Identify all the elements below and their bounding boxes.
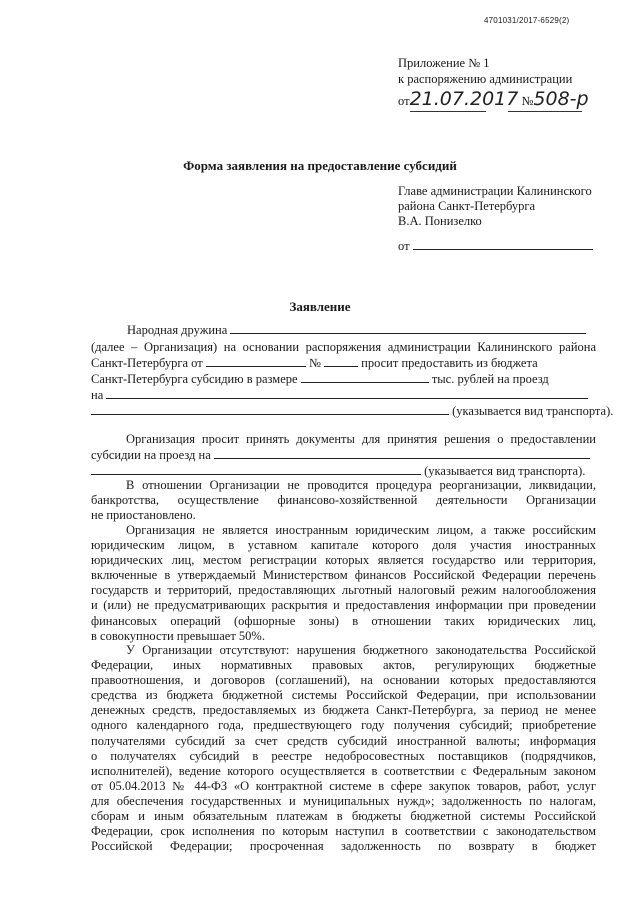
p1-amount-label: Санкт-Петербурга субсидию в размере	[91, 372, 298, 387]
p5-row: получателями субсидий за счет средств субсидий иностранной валюты; информация	[91, 733, 596, 748]
date-prefix: от	[398, 94, 410, 108]
p5-row: для обеспечения государственных и муниципальных нужд»; задолженность по налогам,	[91, 793, 596, 808]
p5-row: Федерации, срок исполнения по которым наступил в соответствии с законодательством	[91, 824, 596, 839]
addressee-line-2: района Санкт-Петербурга	[398, 199, 536, 213]
p1-travel-label: тыс. рублей на проезд	[431, 372, 549, 387]
paragraph-2	[91, 432, 596, 479]
p5-row: Федерации, иных нормативных правовых актов, регулирующих бюджетные	[91, 658, 596, 673]
transport-field-1b[interactable]	[91, 403, 449, 415]
p5-row: правоотношения, и договоров (соглашений), на основании которых предоставляются	[91, 673, 596, 688]
p4-row: включенные в утверждаемый Министерством финансов Российской Федерации перечень	[91, 568, 596, 583]
addressee-line-3: В.А. Понизелко	[398, 214, 482, 228]
druzhina-name-field[interactable]	[230, 322, 586, 334]
handwritten-number: 508-р	[533, 88, 589, 110]
transport-field-2a[interactable]	[214, 447, 590, 459]
p5-row: от 05.04.2013 № 44-ФЗ «О контрактной системе в сфере закупок товаров, работ, услуг	[91, 778, 596, 793]
from-field[interactable]	[398, 238, 593, 254]
p1-row-1	[127, 322, 586, 338]
p4-row: в совокупности превышает 50%.	[91, 628, 265, 643]
annex-line-1: Приложение № 1	[398, 56, 490, 70]
statement-heading: Заявление	[289, 299, 351, 314]
subsidy-amount-field[interactable]	[301, 371, 429, 383]
p5-row: средства из бюджета бюджетной системы Российской Федерации, при использовании	[91, 688, 596, 703]
number-underline	[508, 111, 582, 112]
p1-on-label: на	[91, 388, 104, 403]
p5-row: сборам и иным обязательным платежам в бюджеты бюджетной системы Российской	[91, 809, 596, 824]
p3-row: не приостановлено.	[91, 508, 196, 523]
p2-row-1: Организация просит принять документы для принятия решения о предоставлении	[126, 432, 596, 446]
p4-row: Организация не является иностранным юридическим лицом, а также российским	[126, 523, 596, 537]
p2-row-3	[91, 463, 596, 479]
p1-request-text: просит предоставить из бюджета	[361, 356, 538, 371]
paragraph-4	[91, 523, 596, 644]
from-input-line[interactable]	[413, 238, 593, 250]
addressee-line-1: Главе администрации Калининского	[398, 184, 592, 198]
form-title: Форма заявления на предоставление субсидий	[183, 158, 457, 173]
p3-row: В отношении Организации не проводится процедура реорганизации, ликвидации,	[126, 478, 596, 492]
p1-number-label: №	[308, 356, 321, 371]
p2-row-2	[91, 447, 596, 463]
p1-transport-hint: (указывается вид транспорта).	[452, 404, 614, 419]
p1-row-6	[91, 403, 614, 419]
paragraph-1	[91, 340, 614, 419]
p5-row: о получателях субсидий в реестре недобросовестных поставщиков (подрядчиков,	[91, 748, 596, 763]
date-underline	[410, 111, 486, 112]
number-prefix: №	[521, 94, 534, 108]
annex-line-2: к распоряжению администрации	[398, 72, 573, 86]
paragraph-5	[91, 643, 596, 854]
p4-row: юридических лиц, местом регистрации которых является государство или территория,	[91, 553, 596, 568]
p3-row: банкротства, осуществление финансово-хозяйственной деятельности Организации	[91, 493, 596, 508]
p1-row-2: (далее – Организация) на основании распоряжения администрации Калининского района	[91, 340, 596, 354]
p4-row: юридическим лицом, в уставном капитале которого доля участия иностранных	[91, 538, 596, 553]
p5-row: У Организации отсутствуют: нарушения бюджетного законодательства Российской	[126, 643, 596, 657]
p5-row: исполнителей), ведение которого осуществляется в соответствии с Федеральным законом	[91, 763, 596, 778]
handwritten-date: 21.07.2017	[409, 88, 519, 110]
paragraph-3	[91, 478, 596, 523]
p1-row-5	[91, 387, 596, 403]
document-code: 4701031/2017-6529(2)	[484, 16, 570, 25]
order-number-field[interactable]	[324, 355, 358, 367]
p4-row: и (или) не предусматривающих раскрытия и предоставления информации при проведении	[91, 598, 596, 613]
order-date-field[interactable]	[206, 355, 306, 367]
druzhina-label: Народная дружина	[127, 323, 228, 337]
p1-row-4	[91, 371, 596, 387]
p5-row: одного календарного года, предшествующего году получения субсидий; приобретение	[91, 718, 596, 733]
p4-row: государств и территорий, предоставляющих льготный налоговый режим налогообложения	[91, 583, 596, 598]
p5-row: денежных средств, предоставляемых из бюджета Санкт-Петербурга, за период не менее	[91, 703, 596, 718]
from-label: от	[398, 239, 410, 253]
p2-transport-hint: (указывается вид транспорта).	[424, 464, 586, 479]
annex-date-row	[398, 88, 589, 110]
p5-row: Российской Федерации; просроченная задолженность по возврату в бюджет	[91, 839, 596, 854]
p1-row-3	[91, 355, 596, 371]
transport-field-1a[interactable]	[106, 387, 588, 399]
p4-row: финансовых операций (офшорные зоны) в отношении таких юридических лиц,	[91, 613, 596, 628]
p2-travel-label: субсидии на проезд на	[91, 448, 211, 463]
p1-from-label: Санкт-Петербурга от	[91, 356, 203, 371]
transport-field-2b[interactable]	[91, 463, 421, 475]
